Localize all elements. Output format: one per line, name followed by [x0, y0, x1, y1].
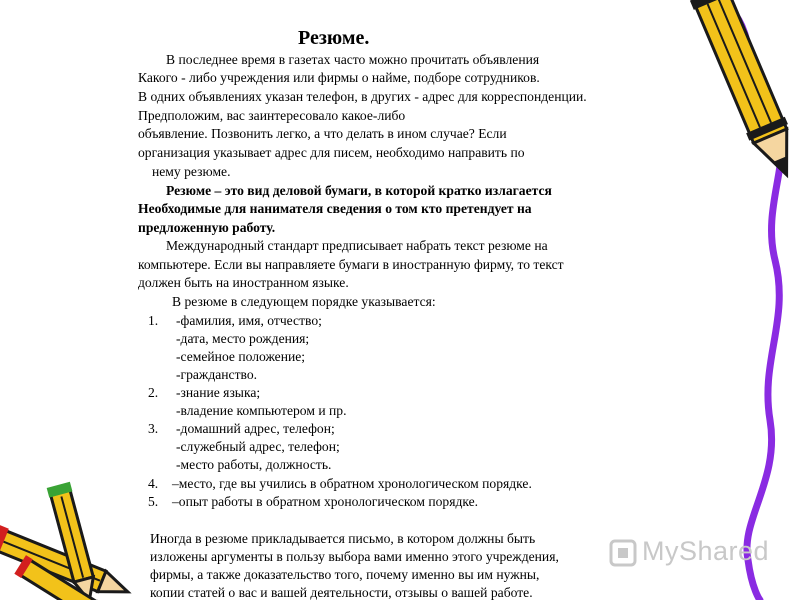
watermark-logo-icon: [607, 537, 639, 569]
list-number: 2.: [148, 385, 159, 400]
list-item: -место работы, должность.: [176, 457, 332, 472]
text-line: копии статей о вас и вашей деятельности, отзывы о вашей работе.: [150, 585, 533, 600]
list-item: –опыт работы в обратном хронологическом порядке.: [172, 494, 479, 509]
list-item: –место, где вы учились в обратном хронологическом порядке.: [172, 476, 532, 491]
text-line: Какого - либо учреждения или фирмы о найме, подборе сотрудников.: [138, 70, 540, 85]
list-number: 4.: [148, 476, 159, 491]
list-item: -служебный адрес, телефон;: [176, 439, 340, 454]
definition-line: предложенную работу.: [138, 220, 276, 235]
definition-line: Необходимые для нанимателя сведения о том кто претендует на: [138, 201, 532, 216]
list-item: -домашний адрес, телефон;: [176, 421, 335, 436]
order-intro: В резюме в следующем порядке указывается:: [172, 294, 436, 309]
watermark-text: MyShared: [642, 536, 770, 566]
text-line: изложены аргументы в пользу выбора вами именно этого учреждения,: [150, 549, 559, 564]
list-item: -владение компьютером и пр.: [176, 403, 347, 418]
text-line: объявление. Позвонить легко, а что делать в ином случае? Если: [138, 126, 507, 141]
list-item: -семейное положение;: [176, 349, 306, 364]
list-item: -дата, место рождения;: [176, 331, 310, 346]
page-title: Резюме.: [298, 27, 370, 49]
text-line: должен быть на иностранном языке.: [138, 275, 349, 290]
text-line: компьютере. Если вы направляете бумаги в иностранную фирму, то текст: [138, 257, 564, 272]
text-line: фирмы, а также доказательство того, почему именно вы им нужны,: [150, 567, 540, 582]
list-number: 3.: [148, 421, 159, 436]
pencil-icon: [690, 0, 800, 183]
list-item: -знание языка;: [176, 385, 261, 400]
text-line: В последнее время в газетах часто можно прочитать объявления: [166, 52, 540, 67]
text-line: Международный стандарт предписывает набрать текст резюме на: [166, 238, 548, 253]
text-line: В одних объявлениях указан телефон, в других - адрес для корреспонденции.: [138, 89, 587, 104]
list-number: 5.: [148, 494, 159, 509]
text-line: Иногда в резюме прикладывается письмо, в котором должны быть: [150, 531, 536, 546]
text-line: Предположим, вас заинтересовало какое-либо: [138, 108, 406, 123]
text-line: организация указывает адрес для писем, необходимо направить по: [138, 145, 525, 160]
list-item: -гражданство.: [176, 367, 258, 382]
list-number: 1.: [148, 313, 159, 328]
definition-line: Резюме – это вид деловой бумаги, в которой кратко излагается: [166, 183, 552, 198]
text-line: нему резюме.: [152, 164, 231, 179]
list-item: -фамилия, имя, отчество;: [176, 313, 322, 328]
